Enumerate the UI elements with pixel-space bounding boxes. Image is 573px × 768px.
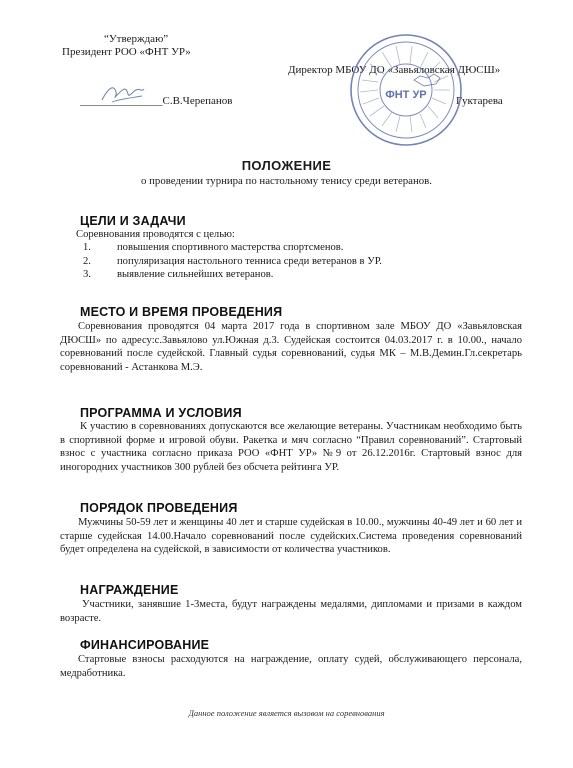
awards-paragraph: Участники, занявшие 1-3места, будут награждены медалями, дипломами и призами в каждом возрасте. xyxy=(60,599,522,624)
goals-heading: ЦЕЛИ И ЗАДАЧИ xyxy=(80,214,186,228)
goals-intro: Соревнования проводятся с целью: xyxy=(76,229,235,240)
program-paragraph: К участию в соревнованиях допускаются все желающие ветераны. Участникам необходимо быть в спортивной форме и игровой обуви. Ракетка и мяч согласно “Правил соревнований”. Стартовый взнос с участника согласно приказа РОО «ФНТ УР» №9 от 26.12.2016г. Стартовый взнос для иногородних участников 300 рублей без обсчета рейтинга УР. xyxy=(60,421,522,473)
order-heading: ПОРЯДОК ПРОВЕДЕНИЯ xyxy=(80,501,238,515)
list-item-text: повышения спортивного мастерства спортсменов. xyxy=(117,242,344,253)
director-signature-line: Гуктарева xyxy=(456,95,503,107)
approve-label: “Утверждаю” xyxy=(104,33,169,45)
list-item-number: 1. xyxy=(83,242,91,253)
stamp-text: ФНТ УР xyxy=(385,89,427,101)
director-position: Директор МБОУ ДО «Завьяловская ДЮСШ» xyxy=(288,64,501,76)
footer-note: Данное положение является вызовом на соревнования xyxy=(188,708,385,718)
approver-position: Президент РОО «ФНТ УР» xyxy=(62,46,191,58)
page-title: ПОЛОЖЕНИЕ xyxy=(241,158,332,173)
list-item-text: популяризация настольного тенниса среди ветеранов в УР. xyxy=(117,256,382,267)
list-item-number: 3. xyxy=(83,269,91,280)
signature-left xyxy=(98,80,148,106)
finance-heading: ФИНАНСИРОВАНИЕ xyxy=(80,638,210,652)
awards-heading: НАГРАЖДЕНИЕ xyxy=(80,583,179,597)
order-paragraph: Мужчины 50-59 лет и женщины 40 лет и старше судейская в 10.00., мужчины 40-49 лет и 60 лет и старше судейская 14.00.Начало соревнований после судейских.Система проведения соревнований будет определена на судейской, в зависимости от количества участников. xyxy=(60,517,522,556)
round-stamp xyxy=(348,32,464,148)
place-heading: МЕСТО И ВРЕМЯ ПРОВЕДЕНИЯ xyxy=(80,305,283,319)
list-item-text: выявление сильнейших ветеранов. xyxy=(117,269,274,280)
finance-paragraph: Стартовые взносы расходуются на награждение, оплату судей, обслуживающего персонала, медработника. xyxy=(60,654,522,679)
program-heading: ПРОГРАММА И УСЛОВИЯ xyxy=(80,406,242,420)
approver-signature-line: _______________С.В.Черепанов xyxy=(80,95,233,107)
page-subtitle: о проведении турнира по настольному тенису среди ветеранов. xyxy=(141,175,432,187)
place-paragraph: Соревнования проводятся 04 марта 2017 года в спортивном зале МБОУ ДО «Завьяловская ДЮСШ» по адресу:с.Завьялово ул.Южная д.3. Судейская состоится 04.03.2017 г. в 10.00., начало соревнований после судейской. Главный судья соревнований, судья МК – М.В.Демин.Гл.секретарь соревнований - Астанкова М.Э. xyxy=(60,321,522,373)
list-item-number: 2. xyxy=(83,256,91,267)
